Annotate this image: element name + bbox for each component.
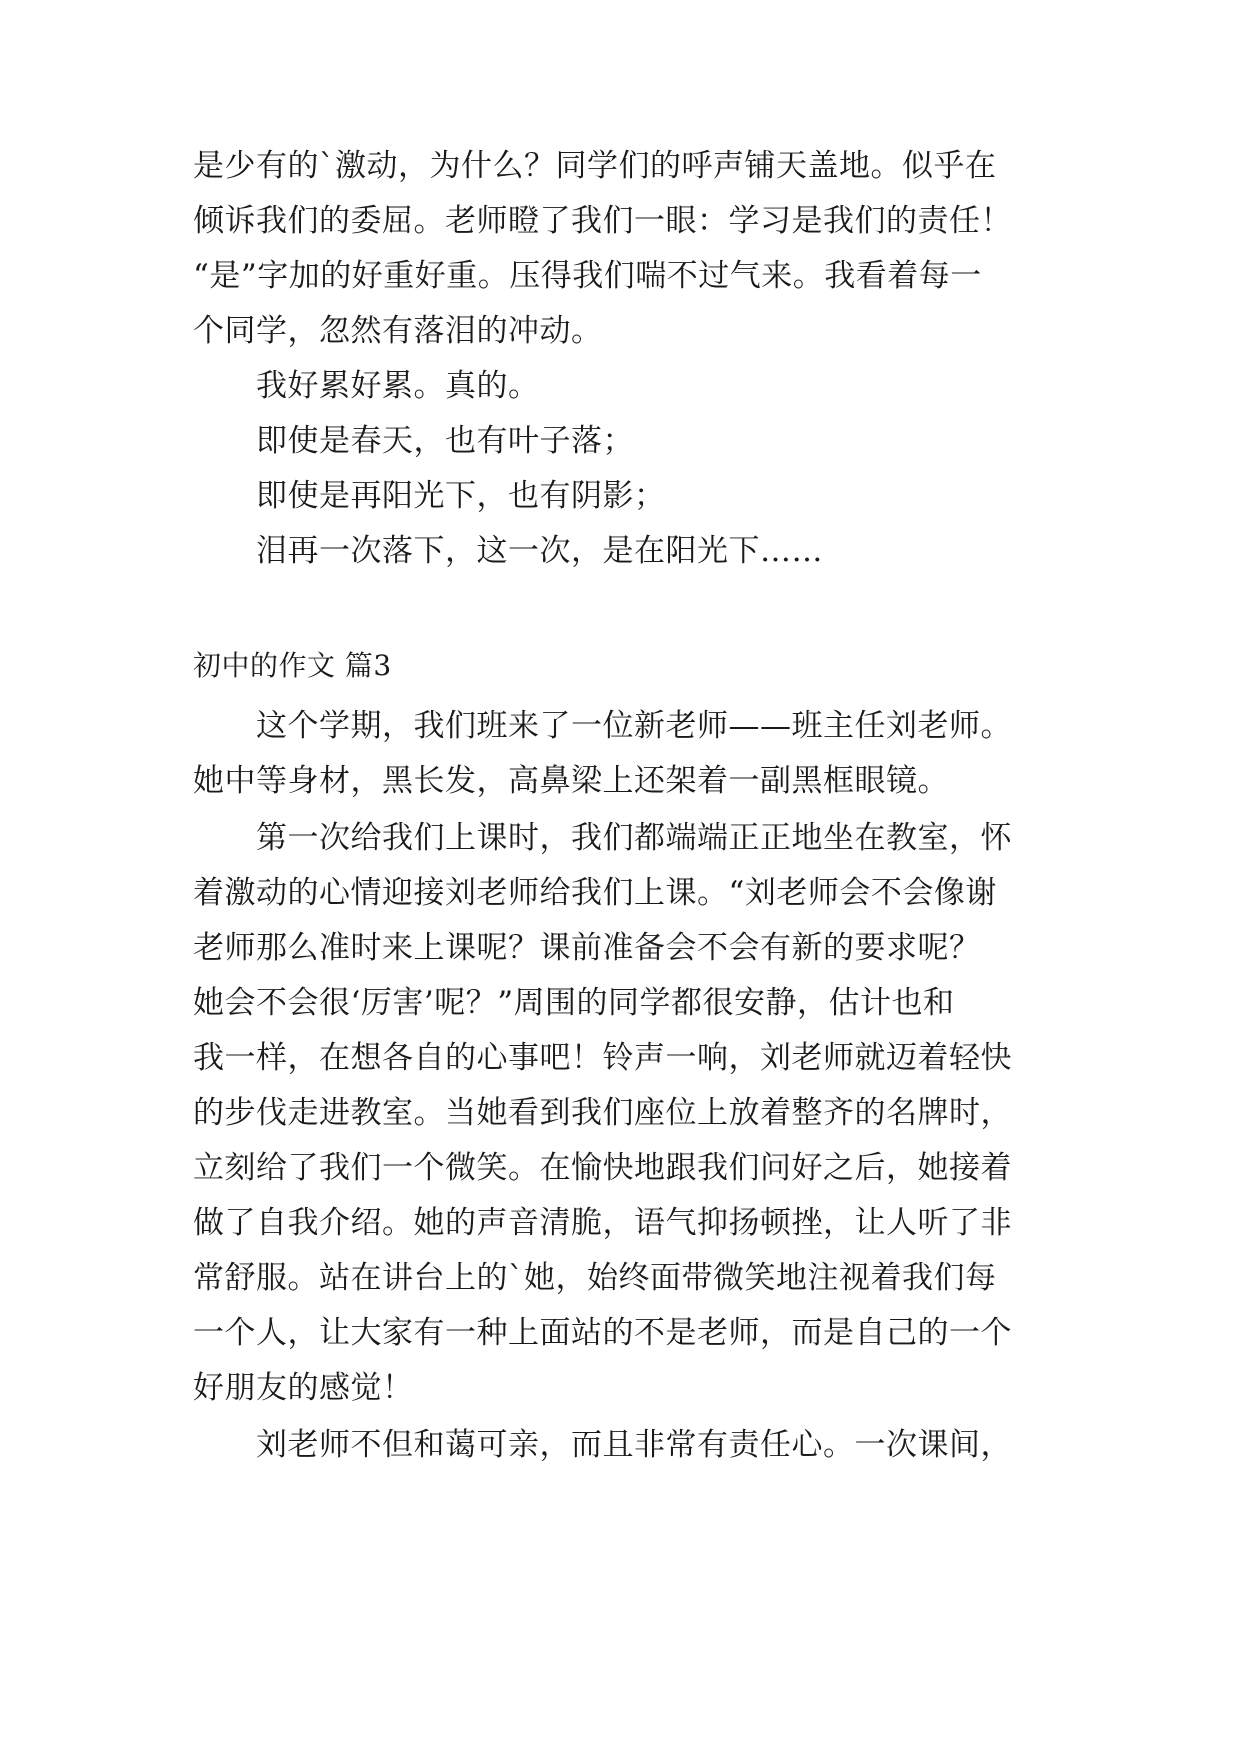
short-paragraph: 我好累好累。真的。 <box>256 368 540 404</box>
text-line: 一个人，让大家有一种上面站的不是老师，而是自己的一个 <box>193 1315 1012 1351</box>
text-line: 做了自我介绍。她的声音清脆，语气抑扬顿挫，让人听了非 <box>193 1205 1012 1241</box>
text-line: 立刻给了我们一个微笑。在愉快地跟我们问好之后，她接着 <box>193 1150 1012 1186</box>
short-paragraph: 泪再一次落下，这一次，是在阳光下…… <box>256 533 823 569</box>
text-line: 她中等身材，黑长发，高鼻梁上还架着一副黑框眼镜。 <box>193 763 949 799</box>
text-line: 常舒服。站在讲台上的`她，始终面带微笑地注视着我们每 <box>193 1260 997 1296</box>
text-line: 这个学期，我们班来了一位新老师——班主任刘老师。 <box>256 708 1012 744</box>
text-line: 她会不会很‘厉害’呢？”周围的同学都很安静，估计也和 <box>193 985 955 1021</box>
text-line: 第一次给我们上课时，我们都端端正正地坐在教室，怀 <box>256 820 1012 856</box>
text-line: 刘老师不但和蔼可亲，而且非常有责任心。一次课间， <box>256 1427 1012 1463</box>
text-line: 好朋友的感觉！ <box>193 1370 414 1406</box>
text-line: 倾诉我们的委屈。老师瞪了我们一眼：学习是我们的责任！ <box>193 203 1012 239</box>
section-heading: 初中的作文 篇3 <box>193 649 392 682</box>
text-line: 老师那么准时来上课呢？课前准备会不会有新的要求呢？ <box>193 930 981 966</box>
text-line: 的步伐走进教室。当她看到我们座位上放着整齐的名牌时， <box>193 1095 1012 1131</box>
text-line: 着激动的心情迎接刘老师给我们上课。“刘老师会不会像谢 <box>193 875 997 911</box>
text-line: 个同学，忽然有落泪的冲动。 <box>193 313 603 349</box>
text-line: “是”字加的好重好重。压得我们喘不过气来。我看着每一 <box>193 258 982 294</box>
short-paragraph: 即使是再阳光下，也有阴影； <box>256 478 666 514</box>
short-paragraph: 即使是春天，也有叶子落； <box>256 423 634 459</box>
text-line: 我一样，在想各自的心事吧！铃声一响，刘老师就迈着轻快 <box>193 1040 1012 1076</box>
text-line: 是少有的`激动，为什么？同学们的呼声铺天盖地。似乎在 <box>193 148 997 184</box>
